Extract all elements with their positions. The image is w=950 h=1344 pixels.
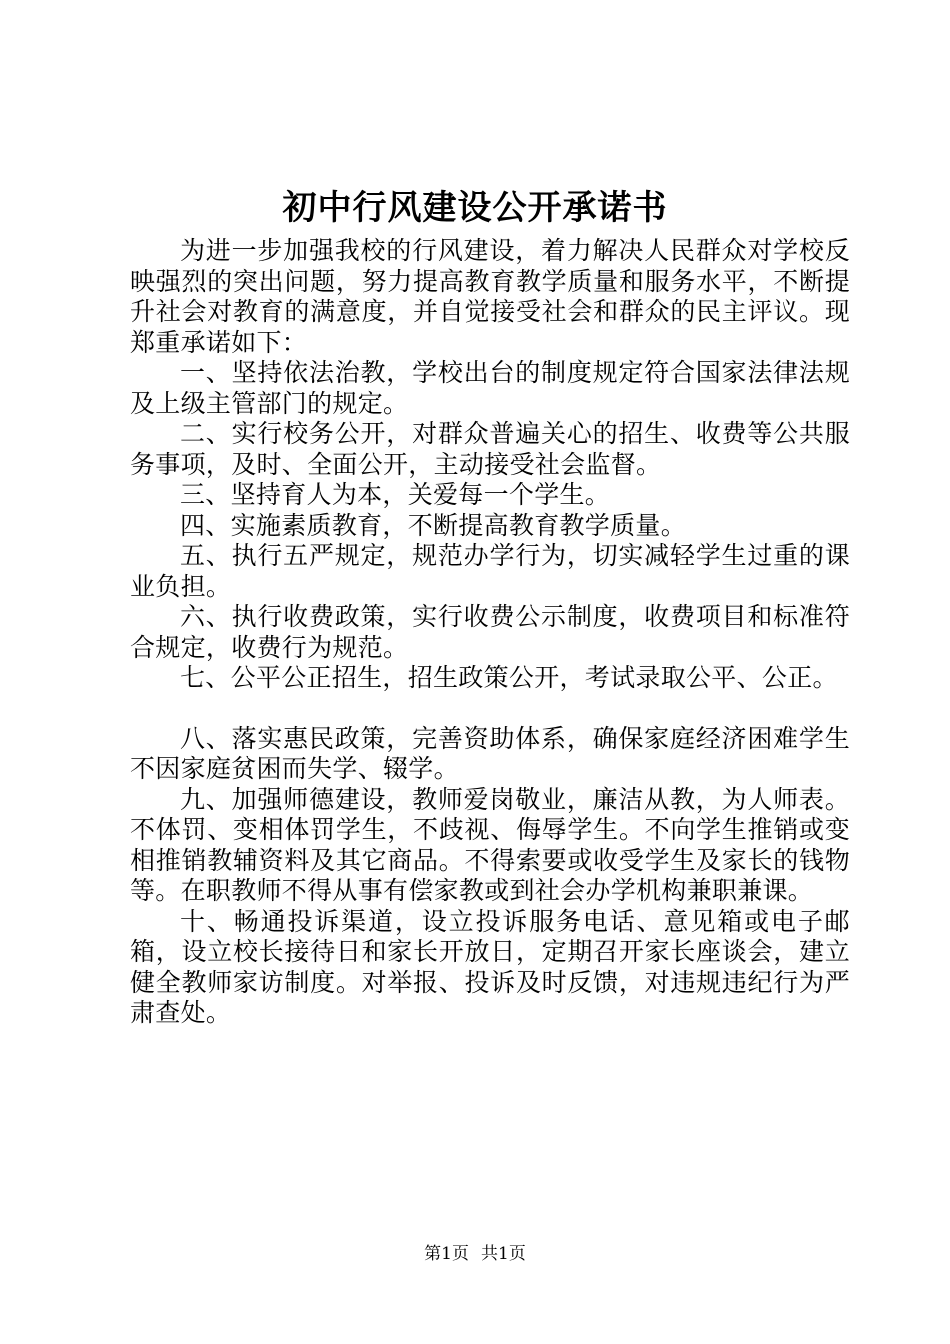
page-number: 第1页	[424, 1244, 469, 1264]
commitment-item-6: 六、执行收费政策，实行收费公示制度，收费项目和标准符合规定，收费行为规范。	[130, 602, 850, 662]
commitment-item-8: 八、落实惠民政策，完善资助体系，确保家庭经济困难学生不因家庭贫困而失学、辍学。	[130, 723, 850, 783]
commitment-item-10: 十、畅通投诉渠道，设立投诉服务电话、意见箱或电子邮箱，设立校长接待日和家长开放日，定期召开家长座谈会，建立健全教师家访制度。对举报、投诉及时反馈，对违规违纪行为严肃查处。	[130, 906, 850, 1027]
page-total: 共1页	[481, 1244, 526, 1264]
commitment-item-4: 四、实施素质教育，不断提高教育教学质量。	[180, 510, 687, 540]
commitment-item-9: 九、加强师德建设，教师爱岗敬业，廉洁从教，为人师表。不体罚、变相体罚学生，不歧视、侮辱学生。不向学生推销或变相推销教辅资料及其它商品。不得索要或收受学生及家长的钱物等。在职教师不得从事有偿家教或到社会办学机构兼职兼课。	[130, 784, 850, 905]
page-footer	[0, 1242, 950, 1266]
intro-paragraph: 为进一步加强我校的行风建设，着力解决人民群众对学校反映强烈的突出问题，努力提高教育教学质量和服务水平，不断提升社会对教育的满意度，并自觉接受社会和群众的民主评议。现郑重承诺如下：	[130, 236, 850, 357]
document-body	[130, 236, 850, 1029]
commitment-item-7: 七、公平公正招生，招生政策公开，考试录取公平、公正。	[180, 663, 838, 692]
commitment-item-3: 三、坚持育人为本，关爱每一个学生。	[180, 480, 611, 509]
document-title: 初中行风建设公开承诺书	[282, 188, 668, 228]
commitment-item-1: 一、坚持依法治教，学校出台的制度规定符合国家法律法规及上级主管部门的规定。	[130, 358, 850, 418]
commitment-item-2: 二、实行校务公开，对群众普遍关心的招生、收费等公共服务事项，及时、全面公开，主动接受社会监督。	[130, 419, 850, 479]
commitment-item-5: 五、执行五严规定，规范办学行为，切实减轻学生过重的课业负担。	[130, 541, 850, 601]
